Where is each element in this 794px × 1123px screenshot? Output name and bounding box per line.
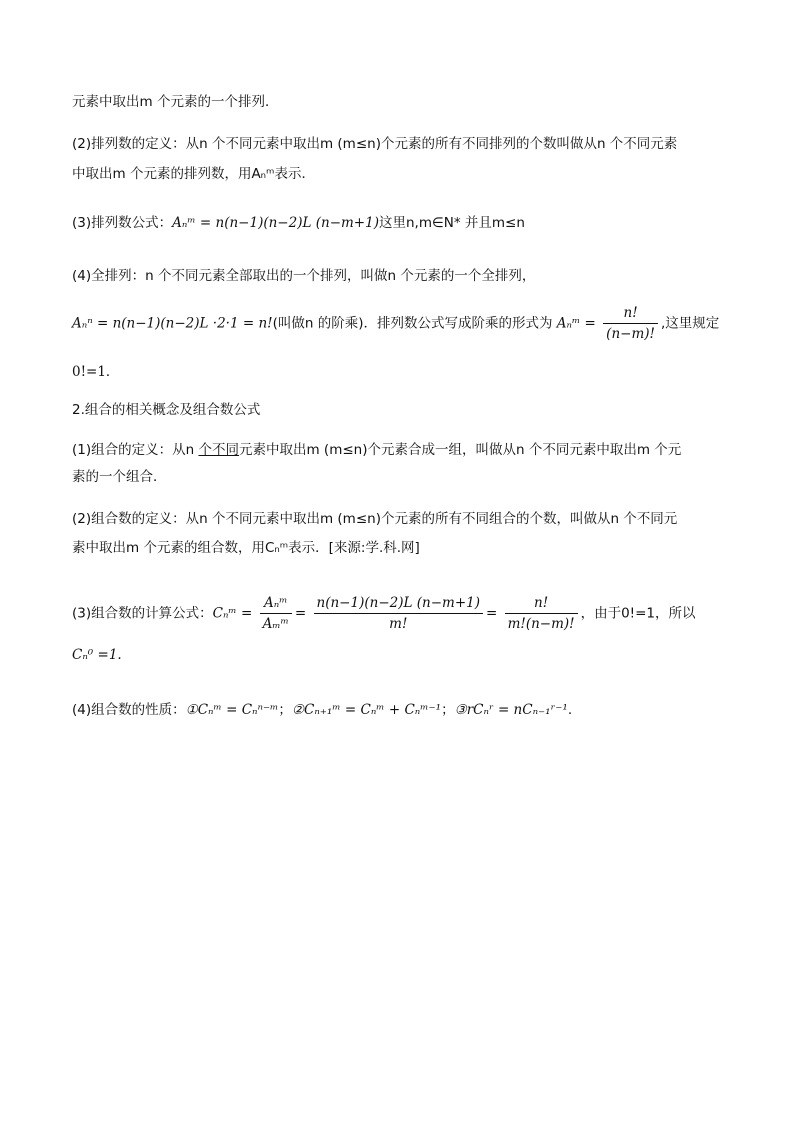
combination-properties-line [72, 700, 572, 720]
fraction-denominator: Aₘᵐ [262, 616, 289, 632]
combination-number-definition-line2: 素中取出m 个元素的组合数，用Cₙᵐ表示．[来源:学.科.网] [72, 540, 420, 556]
full-permutation-formula: Aₙⁿ = n(n−1)(n−2)L ·2·1 = n! [72, 315, 273, 332]
combination-properties-label: (4)组合数的性质： [72, 702, 186, 718]
combination-property-3: ③rCₙʳ = nCₙ₋₁ʳ⁻¹ [454, 702, 568, 718]
combination-property-2: ②Cₙ₊₁ᵐ = Cₙᵐ + Cₙᵐ⁻¹ [291, 702, 442, 718]
combination-definition-line1 [72, 440, 681, 460]
combination-property-1: ①Cₙᵐ = Cₙⁿ⁻ᵐ [185, 702, 279, 718]
combination-formula-tail: ，由于0!=1，所以 [580, 605, 696, 622]
combination-fraction-3 [505, 594, 578, 633]
permutation-formula-line [72, 213, 525, 233]
permutation-number-definition-line1: (2)排列数的定义：从n 个不同元素中取出m (m≤n)个元素的所有不同排列的个数叫做从n 个不同元素 [72, 136, 678, 152]
factorial-form-lhs: Aₙᵐ = [556, 315, 596, 332]
end-period: . [567, 702, 573, 718]
section-heading-combinations: 2.组合的相关概念及组合数公式 [72, 402, 261, 418]
combination-formula-line: (3)组合数的计算公式：Cₙᵐ = $\frac{\text{Aₙᵐ}}{\text{Aₘᵐ}}$ = $\frac{n(n-1)(n-2)L (n-m+1)}{m!}$ = $\frac{n!}{m!(n-m)!}$ ，由于0!=1，所以 [72, 595, 696, 632]
combination-definition-part2: 元素中取出m (m≤n)个元素合成一组，叫做从n 个不同元素中取出m 个元 [238, 442, 682, 458]
factorial-form-fraction [603, 304, 658, 343]
fraction-numerator: n! [603, 304, 658, 324]
combination-zero: Cₙ⁰ =1. [72, 647, 122, 663]
combination-fraction-1 [260, 594, 292, 633]
combination-zero-line [72, 645, 122, 665]
zero-factorial: 0!=1． [72, 364, 120, 380]
combination-definition-part1: (1)组合的定义：从n [72, 442, 199, 458]
permutation-formula-condition: 这里n,m∈N* 并且m≤n [378, 215, 525, 231]
fraction-numerator: Aₙᵐ [260, 594, 292, 614]
fraction-denominator: m! [389, 616, 408, 632]
permutation-formula: Aₙᵐ = n(n−1)(n−2)L (n−m+1) [172, 215, 379, 231]
combination-formula-lhs: Cₙᵐ = [212, 605, 253, 622]
separator: ； [278, 702, 292, 718]
full-permutation-line1: (4)全排列：n 个不同元素全部取出的一个排列，叫做n 个元素的一个全排列， [72, 268, 536, 284]
full-permutation-line2 [72, 304, 719, 343]
combination-number-definition-line1: (2)组合数的定义：从n 个不同元素中取出m (m≤n)个元素的所有不同组合的个数，叫做从n 个不同元 [72, 511, 678, 527]
separator: ； [441, 702, 455, 718]
fraction-numerator: n(n−1)(n−2)L (n−m+1) [314, 594, 483, 614]
permutation-formula-label: (3)排列数公式： [72, 215, 173, 231]
fraction-denominator: (n−m)! [606, 326, 655, 342]
factorial-explanation: (叫做n 的阶乘)．排列数公式写成阶乘的形式为 [272, 315, 553, 332]
combination-fraction-2 [314, 594, 483, 633]
combination-definition-line2: 素的一个组合． [72, 469, 167, 485]
paragraph-permutation-end: 元素中取出m 个元素的一个排列． [72, 94, 279, 110]
convention-text: ,这里规定 [660, 315, 720, 332]
fraction-numerator: n! [505, 594, 578, 614]
combination-definition-underlined: 个不同 [198, 442, 239, 458]
fraction-denominator: m!(n−m)! [507, 616, 575, 632]
combination-formula-label: (3)组合数的计算公式： [72, 605, 213, 622]
permutation-number-definition-line2: 中取出m 个元素的排列数，用Aₙᵐ表示． [72, 166, 315, 182]
zero-factorial-line [72, 362, 119, 382]
